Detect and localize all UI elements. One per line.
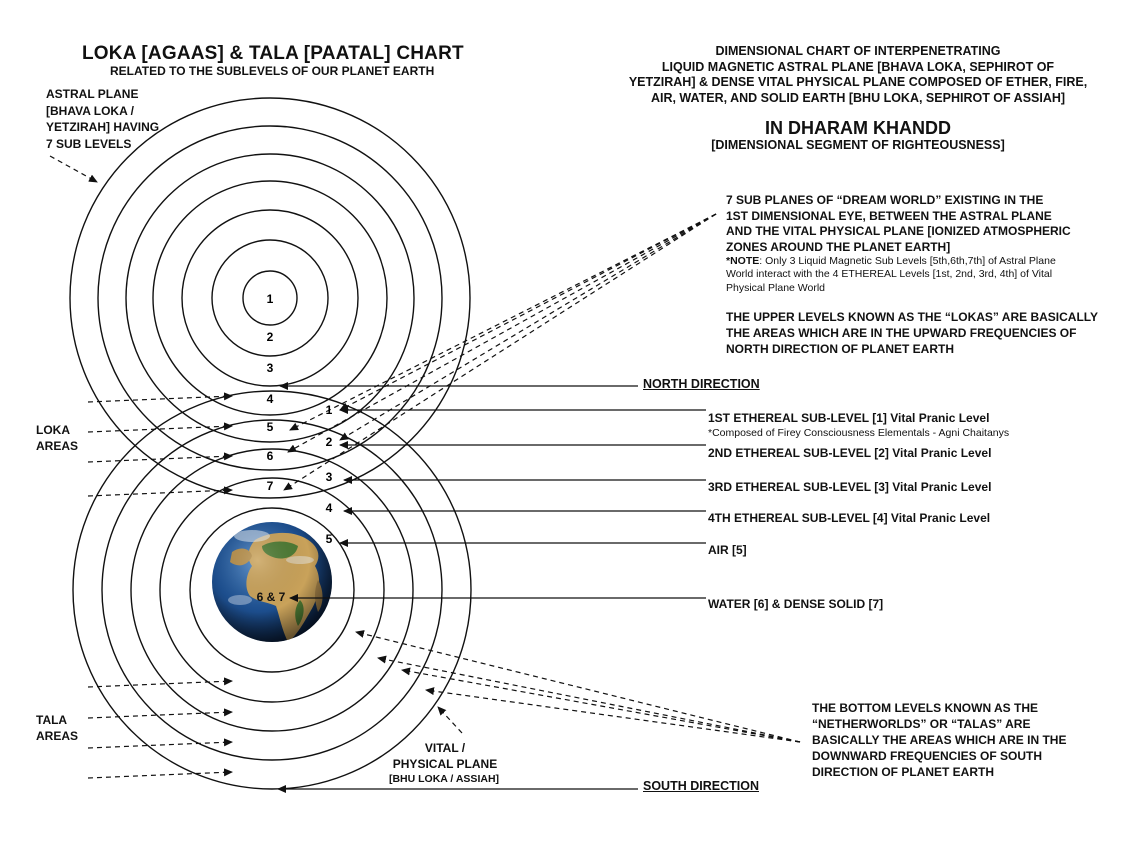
astral-number-3: 3 <box>266 361 274 375</box>
astral-plane-label: ASTRAL PLANE [BHAVA LOKA / YETZIRAH] HAVING 7 SUB LEVELS <box>46 87 160 151</box>
vital-level-numbers <box>326 403 333 546</box>
astral-number-4: 4 <box>266 392 274 406</box>
note-text: : Only 3 Liquid Magnetic Sub Levels [5th,6th,7th] of Astral Plane World interact with the 4 ETHEREAL Levels [1st, 2nd, 3rd, 4th] of Vital Physical Plane World <box>726 255 1056 294</box>
bottom-levels-text: THE BOTTOM LEVELS KNOWN AS THE “NETHERWORLDS” OR “TALAS” ARE BASICALLY THE AREAS WHICH ARE IN THE DOWNWARD FREQUENCIES OF SOUTH DIRECTION OF PLANET EARTH <box>812 701 1067 779</box>
astral-number-1: 1 <box>266 292 274 306</box>
chart-title: LOKA [AGAAS] & TALA [PAATAL] CHART <box>82 43 464 64</box>
vital-plane-label: VITAL / PHYSICAL PLANE <box>392 741 498 771</box>
astral-number-7: 7 <box>266 479 274 493</box>
dream-world-arrows <box>284 214 716 490</box>
dream-world-heading: 7 SUB PLANES OF “DREAM WORLD” EXISTING IN THE 1ST DIMENSIONAL EYE, BETWEEN THE ASTRAL PLANE AND THE VITAL PHYSICAL PLANE [IONIZED ATMOSPHERIC ZONES AROUND THE PLANET EARTH] <box>726 193 1071 254</box>
dharam-khandd-title: IN DHARAM KHANDD <box>765 118 951 138</box>
astral-label-arrow <box>50 156 97 182</box>
chart-subtitle: RELATED TO THE SUBLEVELS OF OUR PLANET EARTH <box>110 64 435 78</box>
earth-label: 6 & 7 <box>256 590 286 604</box>
astral-level-numbers <box>267 292 274 493</box>
south-direction-label: SOUTH DIRECTION <box>643 779 759 793</box>
bottom-level-arrows <box>356 632 800 742</box>
vital-number-4: 4 <box>325 501 333 515</box>
vital-number-1: 1 <box>325 403 333 417</box>
vital-plane-sublabel: [BHU LOKA / ASSIAH] <box>388 773 500 785</box>
vital-number-2: 2 <box>325 435 333 449</box>
vital-number-3: 3 <box>325 470 333 484</box>
level-2-label: 2ND ETHEREAL SUB-LEVEL [2] Vital Pranic Level <box>708 446 992 460</box>
astral-number-2: 2 <box>266 330 274 344</box>
vital-number-5: 5 <box>325 532 333 546</box>
north-direction-label: NORTH DIRECTION <box>643 377 760 391</box>
vital-label-arrow <box>438 707 462 733</box>
dimensional-chart-heading: DIMENSIONAL CHART OF INTERPENETRATING LIQUID MAGNETIC ASTRAL PLANE [BHAVA LOKA, SEPHIROT OF YETZIRAH] & DENSE VITAL PHYSICAL PLANE COMPOSED OF ETHER, FIRE, AIR, WATER, AND SOLID EARTH [BHU LOKA, SEPHIROT OF ASSIAH] <box>628 44 1088 105</box>
tala-areas-label: TALA AREAS <box>36 713 79 743</box>
note-prefix: *NOTE <box>726 255 760 267</box>
upper-levels-text: THE UPPER LEVELS KNOWN AS THE “LOKAS” ARE BASICALLY THE AREAS WHICH ARE IN THE UPWARD FREQUENCIES OF NORTH DIRECTION OF PLANET EARTH <box>726 310 1099 356</box>
level-1-note: *Composed of Firey Consciousness Elementals - Agni Chaitanys <box>708 427 1010 439</box>
loka-areas-label: LOKA AREAS <box>36 423 79 453</box>
earth-globe <box>212 522 332 642</box>
dream-world-note <box>726 255 1106 295</box>
astral-number-5: 5 <box>266 420 274 434</box>
air-label: AIR [5] <box>708 543 747 557</box>
astral-number-6: 6 <box>266 449 274 463</box>
level-3-label: 3RD ETHEREAL SUB-LEVEL [3] Vital Pranic Level <box>708 480 992 494</box>
level-4-label: 4TH ETHEREAL SUB-LEVEL [4] Vital Pranic Level <box>708 511 991 525</box>
level-1-label: 1ST ETHEREAL SUB-LEVEL [1] Vital Pranic Level <box>708 411 990 425</box>
level-pointer-lines <box>278 386 706 789</box>
dharam-khandd-subtitle: [DIMENSIONAL SEGMENT OF RIGHTEOUSNESS] <box>711 138 1005 152</box>
water-solid-label: WATER [6] & DENSE SOLID [7] <box>708 597 884 611</box>
